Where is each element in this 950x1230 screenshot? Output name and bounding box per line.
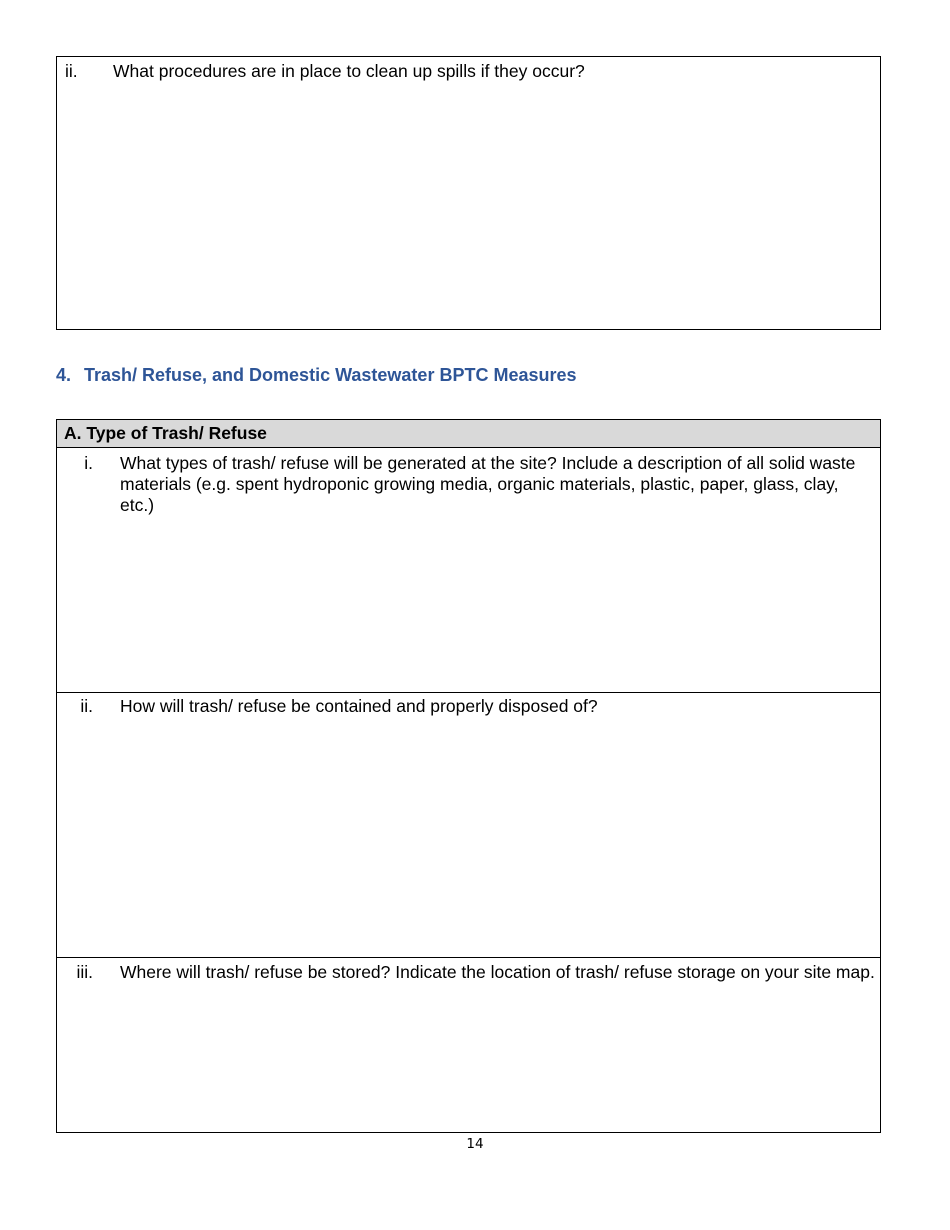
spill-cleanup-question: What procedures are in place to clean up spills if they occur? bbox=[113, 61, 585, 81]
trash-refuse-table bbox=[56, 419, 881, 1133]
section-heading bbox=[56, 364, 577, 386]
question-number: i. bbox=[84, 453, 93, 473]
question-number: iii. bbox=[76, 962, 93, 982]
page-number: 14 bbox=[466, 1136, 484, 1152]
trash-disposal-question: How will trash/ refuse be contained and properly disposed of? bbox=[120, 696, 598, 716]
trash-types-question: What types of trash/ refuse will be generated at the site? Include a description of all solid waste materials (e.g. spent hydroponic growing media, organic materials, plastic, paper, glass, clay, etc.) bbox=[120, 453, 856, 515]
table-header: A. Type of Trash/ Refuse bbox=[57, 420, 880, 448]
row-divider bbox=[57, 692, 880, 693]
section-title: Trash/ Refuse, and Domestic Wastewater BPTC Measures bbox=[84, 365, 577, 385]
row-divider bbox=[57, 957, 880, 958]
question-number: ii. bbox=[80, 696, 93, 716]
question-number: ii. bbox=[65, 61, 78, 81]
spill-cleanup-box bbox=[56, 56, 881, 330]
trash-storage-question: Where will trash/ refuse be stored? Indicate the location of trash/ refuse storage on your site map. bbox=[120, 962, 875, 982]
section-number: 4. bbox=[56, 365, 72, 385]
